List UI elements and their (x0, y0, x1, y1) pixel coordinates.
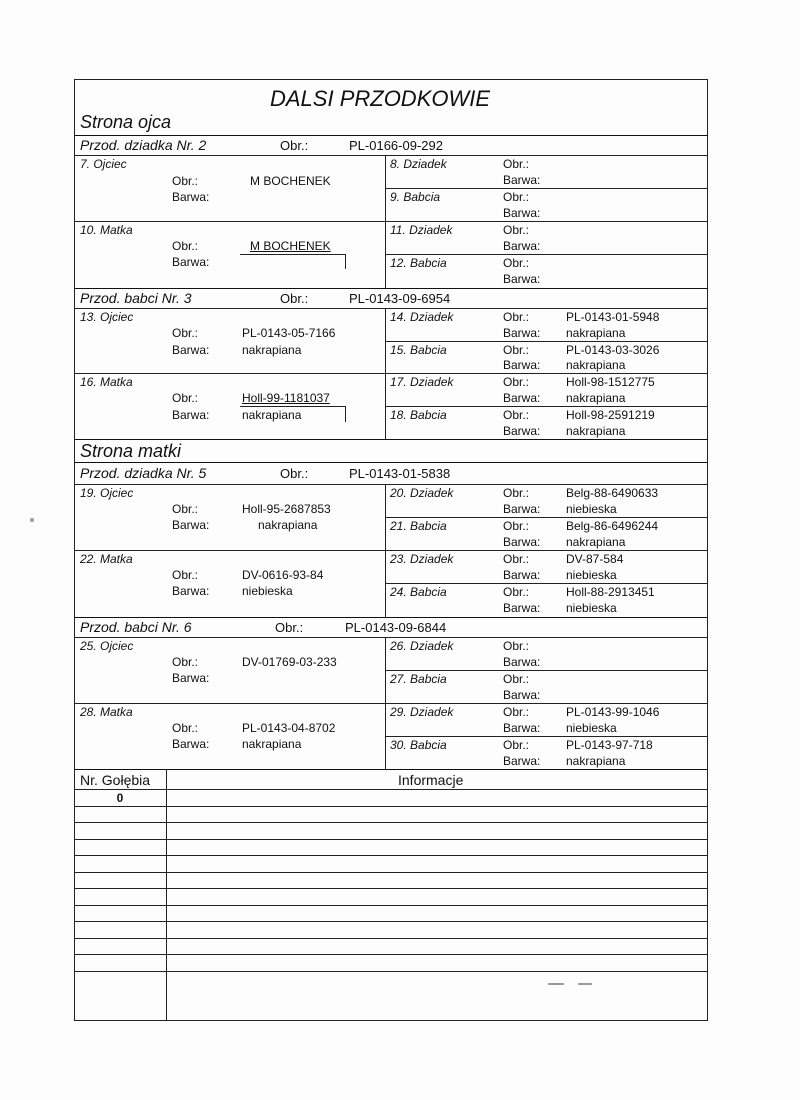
grandparent-label: 26. Dziadek (390, 639, 454, 653)
divider (74, 308, 708, 309)
grandparent-barwa-label: Barwa: (503, 688, 541, 702)
divider (166, 769, 167, 1021)
parent-obr-label: Obr.: (172, 502, 199, 516)
parent-label: 16. Matka (80, 375, 133, 389)
parent-obr-label: Obr.: (172, 391, 199, 405)
parent-barwa-label: Barwa: (172, 584, 210, 598)
divider (74, 373, 708, 374)
divider (385, 670, 708, 671)
grandparent-barwa-value: nakrapiana (566, 326, 626, 340)
divider (240, 254, 345, 255)
grandparent-label: 15. Babcia (390, 343, 447, 357)
divider (74, 806, 708, 807)
grandparent-barwa-value: nakrapiana (566, 754, 626, 768)
group-obr-label: Obr.: (280, 291, 309, 306)
grandparent-barwa-label: Barwa: (503, 239, 541, 253)
grandparent-obr-label: Obr.: (503, 519, 530, 533)
parent-barwa-label: Barwa: (172, 408, 210, 422)
grandparent-label: 30. Babcia (390, 738, 447, 752)
parent-barwa-label: Barwa: (172, 255, 210, 269)
grandparent-obr-value: Holl-98-2591219 (566, 408, 655, 422)
grandparent-barwa-value: nakrapiana (566, 391, 626, 405)
parent-obr-value: Holl-95-2687853 (242, 502, 331, 516)
divider (240, 406, 345, 407)
grandparent-obr-label: Obr.: (503, 486, 530, 500)
grandparent-obr-label: Obr.: (503, 343, 530, 357)
grandparent-barwa-label: Barwa: (503, 721, 541, 735)
grandparent-obr-label: Obr.: (503, 408, 530, 422)
group-obr-label: Obr.: (275, 620, 304, 635)
grandparent-barwa-label: Barwa: (503, 358, 541, 372)
grandparent-obr-value: PL-0143-03-3026 (566, 343, 660, 357)
grandparent-label: 21. Babcia (390, 519, 447, 533)
grandparent-obr-label: Obr.: (503, 223, 530, 237)
parent-obr-value: PL-0143-04-8702 (242, 721, 336, 735)
divider (74, 888, 708, 889)
grandparent-obr-value: PL-0143-01-5948 (566, 310, 660, 324)
divider (385, 188, 708, 189)
parent-barwa-label: Barwa: (172, 518, 210, 532)
grandparent-barwa-value: nakrapiana (566, 358, 626, 372)
parent-label: 7. Ojciec (80, 157, 127, 171)
parent-obr-label: Obr.: (172, 239, 199, 253)
grandparent-label: 17. Dziadek (390, 375, 454, 389)
grandparent-obr-value: DV-87-584 (566, 552, 624, 566)
divider (385, 736, 708, 737)
parent-obr-label: Obr.: (172, 721, 199, 735)
parent-obr-value: PL-0143-05-7166 (242, 326, 336, 340)
group-header-label: Przod. dziadka Nr. 5 (80, 465, 207, 481)
divider (74, 905, 708, 906)
grandparent-label: 29. Dziadek (390, 705, 454, 719)
grandparent-barwa-label: Barwa: (503, 502, 541, 516)
group-header-label: Przod. babci Nr. 3 (80, 290, 192, 306)
info-row-nr: 0 (116, 791, 124, 805)
section-title-father-side: Strona ojca (80, 112, 172, 132)
grandparent-barwa-label: Barwa: (503, 535, 541, 549)
section-title-mother-side: Strona matki (80, 441, 182, 461)
grandparent-obr-label: Obr.: (503, 375, 530, 389)
parent-obr-value: DV-0616-93-84 (242, 568, 324, 582)
speck (578, 983, 592, 985)
parent-label: 10. Matka (80, 223, 133, 237)
divider (74, 550, 708, 551)
parent-obr-value: M BOCHENEK (250, 239, 331, 253)
grandparent-label: 18. Babcia (390, 408, 447, 422)
divider (74, 872, 708, 873)
group-header-label: Przod. dziadka Nr. 2 (80, 137, 207, 153)
grandparent-barwa-value: niebieska (566, 601, 617, 615)
grandparent-obr-label: Obr.: (503, 190, 530, 204)
grandparent-barwa-label: Barwa: (503, 754, 541, 768)
grandparent-obr-value: Holl-98-1512775 (566, 375, 655, 389)
divider (74, 703, 708, 704)
divider (74, 921, 708, 922)
divider (74, 971, 708, 972)
grandparent-obr-label: Obr.: (503, 157, 530, 171)
parent-barwa-value: niebieska (242, 584, 293, 598)
group-obr-label: Obr.: (280, 466, 309, 481)
grandparent-label: 24. Babcia (390, 585, 447, 599)
speck (548, 983, 564, 985)
grandparent-label: 12. Babcia (390, 256, 447, 270)
divider (385, 583, 708, 584)
divider (74, 155, 708, 156)
divider (74, 484, 708, 485)
divider (385, 155, 386, 289)
divider (74, 439, 708, 440)
grandparent-barwa-label: Barwa: (503, 424, 541, 438)
group-obr-label: Obr.: (280, 138, 309, 153)
grandparent-label: 27. Babcia (390, 672, 447, 686)
grandparent-barwa-label: Barwa: (503, 206, 541, 220)
grandparent-barwa-value: nakrapiana (566, 424, 626, 438)
info-col-nr-header: Nr. Gołębia (80, 772, 151, 788)
divider (385, 517, 708, 518)
divider (74, 288, 708, 289)
grandparent-obr-label: Obr.: (503, 256, 530, 270)
parent-label: 19. Ojciec (80, 486, 134, 500)
grandparent-obr-label: Obr.: (503, 585, 530, 599)
grandparent-barwa-label: Barwa: (503, 326, 541, 340)
grandparent-label: 11. Dziadek (390, 223, 453, 237)
parent-barwa-value: nakrapiana (242, 408, 302, 422)
divider (74, 822, 708, 823)
parent-obr-label: Obr.: (172, 568, 199, 582)
grandparent-barwa-label: Barwa: (503, 173, 541, 187)
grandparent-obr-value: Belg-86-6496244 (566, 519, 659, 533)
parent-barwa-label: Barwa: (172, 737, 210, 751)
divider (385, 254, 708, 255)
grandparent-barwa-value: niebieska (566, 502, 617, 516)
divider (74, 855, 708, 856)
info-col-info-header: Informacje (398, 772, 464, 788)
divider (385, 341, 708, 342)
parent-label: 28. Matka (80, 705, 133, 719)
divider (74, 938, 708, 939)
parent-label: 22. Matka (80, 552, 133, 566)
parent-obr-value: DV-01769-03-233 (242, 655, 337, 669)
grandparent-obr-value: PL-0143-97-718 (566, 738, 653, 752)
grandparent-barwa-value: niebieska (566, 568, 617, 582)
grandparent-obr-label: Obr.: (503, 705, 530, 719)
parent-obr-value: Holl-99-1181037 (242, 391, 330, 405)
page-title: DALSI PRZODKOWIE (270, 86, 491, 111)
parent-obr-label: Obr.: (172, 655, 199, 669)
grandparent-barwa-value: nakrapiana (566, 535, 626, 549)
parent-barwa-value: nakrapiana (242, 343, 302, 357)
grandparent-barwa-label: Barwa: (503, 391, 541, 405)
parent-label: 25. Ojciec (80, 639, 134, 653)
divider (74, 221, 708, 222)
grandparent-obr-label: Obr.: (503, 738, 530, 752)
divider (385, 406, 708, 407)
grandparent-label: 20. Dziadek (390, 486, 454, 500)
group-obr-value: PL-0166-09-292 (349, 138, 443, 153)
grandparent-obr-label: Obr.: (503, 639, 530, 653)
grandparent-barwa-label: Barwa: (503, 272, 541, 286)
parent-obr-value: M BOCHENEK (250, 174, 331, 188)
divider (74, 769, 708, 770)
divider (74, 617, 708, 618)
grandparent-label: 23. Dziadek (390, 552, 454, 566)
grandparent-obr-value: PL-0143-99-1046 (566, 705, 660, 719)
grandparent-label: 14. Dziadek (390, 310, 454, 324)
parent-barwa-label: Barwa: (172, 671, 210, 685)
parent-barwa-label: Barwa: (172, 190, 210, 204)
divider (345, 254, 346, 269)
divider (74, 462, 708, 463)
grandparent-obr-value: Belg-88-6490633 (566, 486, 659, 500)
divider (74, 954, 708, 955)
speck (30, 518, 34, 522)
parent-barwa-value: nakrapiana (258, 518, 318, 532)
parent-barwa-label: Barwa: (172, 343, 210, 357)
divider (74, 789, 708, 790)
group-obr-value: PL-0143-09-6954 (349, 291, 451, 306)
group-obr-value: PL-0143-01-5838 (349, 466, 451, 481)
divider (74, 839, 708, 840)
parent-obr-label: Obr.: (172, 326, 199, 340)
grandparent-obr-label: Obr.: (503, 552, 530, 566)
group-obr-value: PL-0143-09-6844 (345, 620, 447, 635)
grandparent-barwa-label: Barwa: (503, 568, 541, 582)
grandparent-barwa-label: Barwa: (503, 655, 541, 669)
grandparent-label: 8. Dziadek (390, 157, 447, 171)
parent-obr-label: Obr.: (172, 174, 199, 188)
grandparent-obr-label: Obr.: (503, 672, 530, 686)
divider (74, 135, 708, 136)
divider (345, 406, 346, 422)
group-header-label: Przod. babci Nr. 6 (80, 619, 192, 635)
grandparent-label: 9. Babcia (390, 190, 441, 204)
parent-label: 13. Ojciec (80, 310, 134, 324)
grandparent-obr-label: Obr.: (503, 310, 530, 324)
divider (74, 637, 708, 638)
parent-barwa-value: nakrapiana (242, 737, 302, 751)
grandparent-barwa-label: Barwa: (503, 601, 541, 615)
grandparent-barwa-value: niebieska (566, 721, 617, 735)
grandparent-obr-value: Holl-88-2913451 (566, 585, 655, 599)
